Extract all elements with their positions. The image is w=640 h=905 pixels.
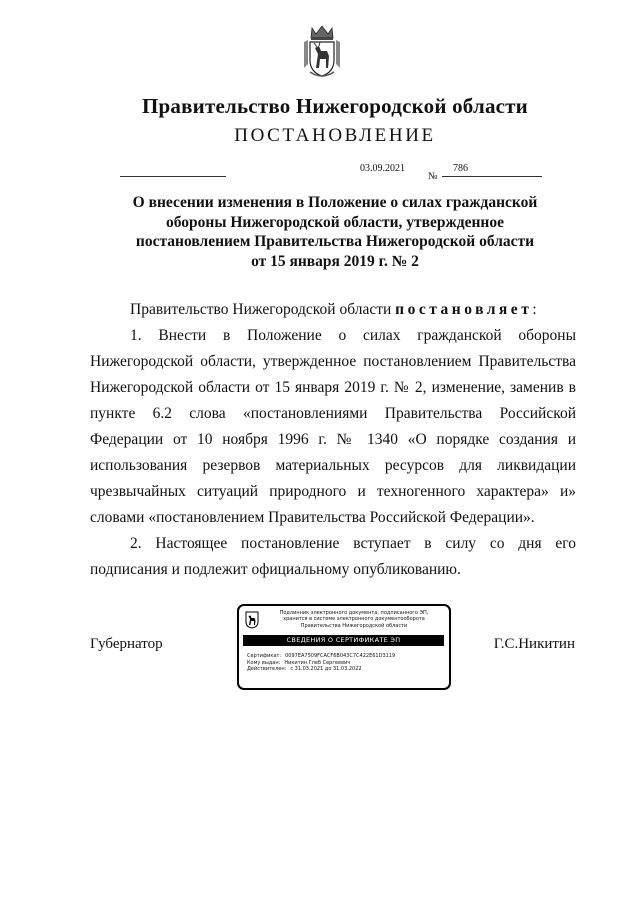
stamp-header xyxy=(261,610,447,629)
certificate-details xyxy=(247,653,399,673)
certificate-info-band: СВЕДЕНИЯ О СЕРТИФИКАТЕ ЭП xyxy=(243,635,444,646)
subject-line: постановлением Правительства Нижегородской области xyxy=(135,233,535,250)
stamp-header-line: Подлинник электронного документа, подписанного ЭП, xyxy=(279,610,429,616)
subject-line: О внесении изменения в Положение о силах гражданской xyxy=(132,194,538,211)
document-number: 786 xyxy=(453,163,468,174)
document-type: ПОСТАНОВЛЕНИЕ xyxy=(234,125,436,146)
subject-line: обороны Нижегородской области, утвержденное xyxy=(166,213,504,231)
certificate-label: Сертификат: xyxy=(247,653,282,659)
intro-prefix: Правительство Нижегородской области xyxy=(130,301,392,318)
deer-emblem-icon xyxy=(245,611,259,629)
electronic-signature-stamp xyxy=(237,604,451,690)
item-1-paragraph: 1. Внести в Положение о силах гражданской обороны Нижегородской области, утвержденное постановлением Правительства Нижегородской области от 15 января 2019 г. № 2, изменение, заменив в пункте 6.2 слова «постановлениями Правительства Российской Федерации от 10 ноября 1996 г. № 1340 «О порядке создания и использования резервов материальных ресурсов для ликвидации чрезвычайных ситуаций природного и техногенного характера» и» словами «постановлением Правительства Российской Федерации». xyxy=(90,327,576,526)
subject-line: от 15 января 2019 г. № 2 xyxy=(251,252,419,270)
signer-position: Губернатор xyxy=(90,636,163,652)
coat-of-arms-icon xyxy=(300,24,344,80)
issued-to-label: Кому выдан: xyxy=(247,659,281,666)
document-subject xyxy=(120,193,550,271)
number-line xyxy=(442,176,542,177)
signer-name: Г.С.Никитин xyxy=(493,636,575,652)
validity-label: Действителен: xyxy=(247,666,287,673)
certificate-value: 0097EA7509FCACF6B043C7C422E61D3119 xyxy=(285,653,396,659)
validity-value: с 31.03.2021 до 31.03.2022 xyxy=(290,666,362,673)
certificate-row xyxy=(247,653,399,660)
organization-title: Правительство Нижегородской области xyxy=(142,94,528,118)
intro-suffix: : xyxy=(532,301,537,318)
number-sign: № xyxy=(428,171,438,182)
document-date: 03.09.2021 xyxy=(360,163,405,174)
validity-row xyxy=(247,666,399,673)
intro-resolves: постановляет xyxy=(395,301,533,318)
intro-paragraph xyxy=(90,297,576,323)
item-2-paragraph: 2. Настоящее постановление вступает в силу со дня его подписания и подлежит официальному опубликованию. xyxy=(90,535,576,578)
left-blank-line xyxy=(120,176,226,177)
stamp-header-line: хранится в системе электронного документооборота xyxy=(283,616,425,623)
issued-to-value: Никитин Глеб Сергеевич xyxy=(284,659,351,666)
stamp-header-line: Правительства Нижегородской области xyxy=(300,622,408,629)
